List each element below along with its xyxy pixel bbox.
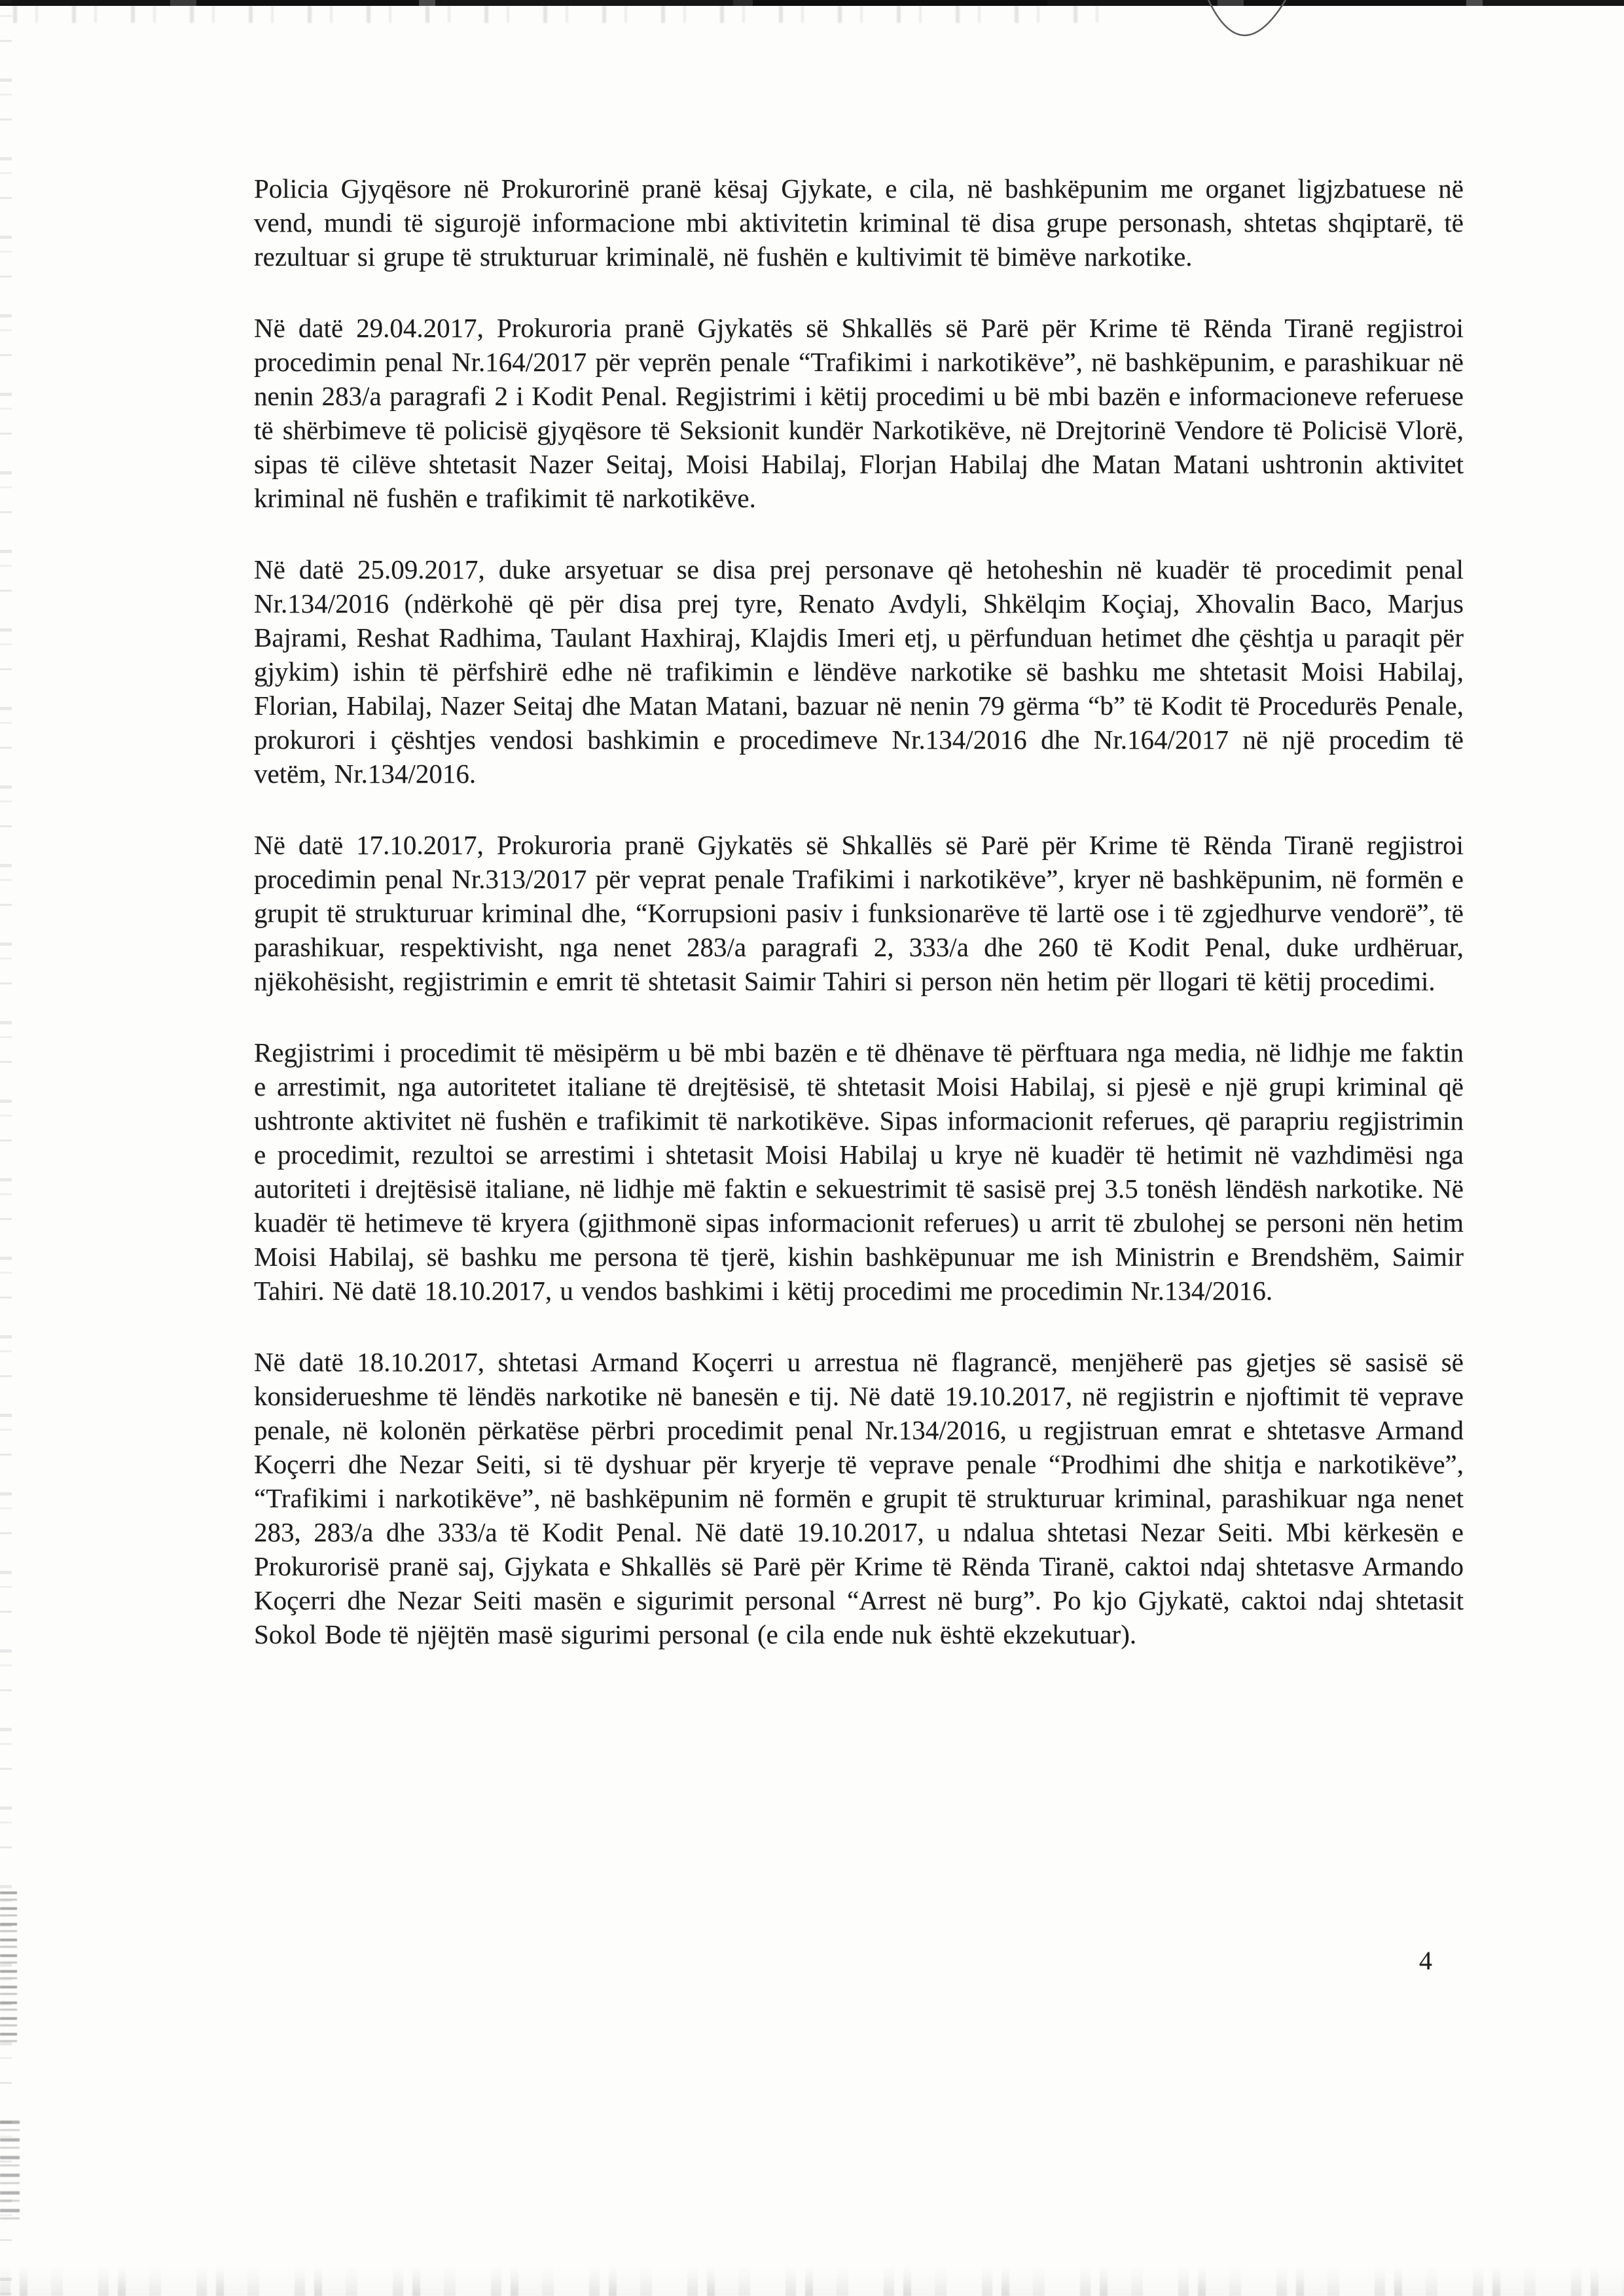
page-number: 4 (1419, 1946, 1432, 1975)
scan-artifact-top-smudge (13, 6, 1113, 23)
paragraph-registration-313-2017: Në datë 17.10.2017, Prokuroria pranë Gjykatës së Shkallës së Parë për Krime të Rënda Tiranë regjistroi procedimin penal Nr.313/2017 për veprat penale Trafikimi i narkotikëve”, kryer në bashkëpunim, në formën e grupit të strukturuar kriminal dhe, “Korrupsioni pasiv i funksionarëve të lartë ose i të zgjedhurve vendorë”, të parashikuar, respektivisht, nga nenet 283/a paragrafi 2, 333/a dhe 260 të Kodit Penal, duke urdhëruar, njëkohësisht, regjistrimin e emrit të shtetasit Saimir Tahiri si person nën hetim për llogari të këtij procedimi. (254, 830, 1464, 996)
paragraph-media-basis: Regjistrimi i procedimit të mësipërm u bë mbi bazën e të dhënave të përftuara nga media, në lidhje me faktin e arrestimit, nga autoritetet italiane të drejtësisë, të shtetasit Moisi Habilaj, si pjesë e një grupi kriminal që ushtronte aktivitet në fushën e trafikimit të narkotikëve. Sipas informacionit referues, që parapriu regjistrimin e procedimit, rezultoi se arrestimi i shtetasit Moisi Habilaj u krye në kuadër të hetimit në vazhdimësi nga autoriteti i drejtësisë italiane, në lidhje më faktin e sekuestrimit të sasisë prej 3.5 tonësh lëndësh narkotike. Në kuadër të hetimeve të kryera (gjithmonë sipas informacionit referues) u arrit të zbulohej se personi nën hetim Moisi Habilaj, së bashku me persona të tjerë, kishin bashkëpunuar me ish Ministrin e Brendshëm, Saimir Tahiri. Në datë 18.10.2017, u vendos bashkimi i këtij procedimi me procedimin Nr.134/2016. (254, 1037, 1464, 1306)
paragraph-merge-134-2016: Në datë 25.09.2017, duke arsyetuar se disa prej personave që hetoheshin në kuadër të procedimit penal Nr.134/2016 (ndërkohë që për disa prej tyre, Renato Avdyli, Shkëlqim Koçiaj, Xhovalin Baco, Marjus Bajrami, Reshat Radhima, Taulant Haxhiraj, Klajdis Imeri etj, u përfunduan hetimet dhe çështja u paraqit për gjykim) ishin të përfshirë edhe në trafikimin e lëndëve narkotike së bashku me shtetasit Moisi Habilaj, Florian, Habilaj, Nazer Seitaj dhe Matan Matani, bazuar në nenin 79 gërma “b” të Kodit të Procedurës Penale, prokurori i çështjes vendosi bashkimin e procedimeve Nr.134/2016 dhe Nr.164/2017 në një procedim të vetëm, Nr.134/2016. (254, 554, 1464, 789)
paragraph-police-information: Policia Gjyqësore në Prokurorinë pranë kësaj Gjykate, e cila, në bashkëpunim me organet ligjzbatuese në vend, mundi të sigurojë informacione mbi aktivitetin kriminal të disa grupe personash, shtetas shqiptarë, të rezultuar si grupe të strukturuar kriminalë, në fushën e kultivimit të bimëve narkotike. (254, 173, 1464, 272)
paragraph-arrests: Në datë 18.10.2017, shtetasi Armand Koçerri u arrestua në flagrancë, menjëherë pas gjetjes së sasisë së konsiderueshme të lëndës narkotike në banesën e tij. Në datë 19.10.2017, në regjistrin e njoftimit të veprave penale, në kolonën përkatëse përbri procedimit penal Nr.134/2016, u regjistruan emrat e shtetasve Armand Koçerri dhe Nezar Seiti, si të dyshuar për kryerje të veprave penale “Prodhimi dhe shitja e narkotikëve”, “Trafikimi i narkotikëve”, në bashkëpunim në formën e grupit të strukturuar kriminal, parashikuar nga nenet 283, 283/a dhe 333/a të Kodit Penal. Në datë 19.10.2017, u ndalua shtetasi Nezar Seiti. Mbi kërkesën e Prokurorisë pranë saj, Gjykata e Shkallës së Parë për Krime të Rënda Tiranë, caktoi ndaj shtetasve Armando Koçerri dhe Nezar Seiti masën e sigurimit personal “Arrest në burg”. Po kjo Gjykatë, caktoi ndaj shtetasit Sokol Bode të njëjtën masë sigurimi personal (e cila ende nuk është ekzekutuar). (254, 1347, 1464, 1649)
scan-artifact-bottom-band (0, 2266, 1624, 2296)
scan-artifact-left-patch (0, 2121, 20, 2225)
scan-artifact-left-patch (0, 1892, 17, 2049)
scan-artifact-top-edge (0, 0, 1624, 6)
document-text-block (254, 171, 1464, 1651)
scan-artifact-curve-mark (1204, 0, 1290, 49)
paragraph-registration-164-2017: Në datë 29.04.2017, Prokuroria pranë Gjykatës së Shkallës së Parë për Krime të Rënda Tiranë regjistroi procedimin penal Nr.164/2017 për veprën penale “Trafikimi i narkotikëve”, në bashkëpunim, e parashikuar në nenin 283/a paragrafi 2 i Kodit Penal. Regjistrimi i këtij procedimi u bë mbi bazën e informacioneve referuese të shërbimeve të policisë gjyqësore të Seksionit kundër Narkotikëve, në Drejtorinë Vendore të Policisë Vlorë, sipas të cilëve shtetasit Nazer Seitaj, Moisi Habilaj, Florjan Habilaj dhe Matan Matani ushtronin aktivitet kriminal në fushën e trafikimit të narkotikëve. (254, 313, 1464, 513)
